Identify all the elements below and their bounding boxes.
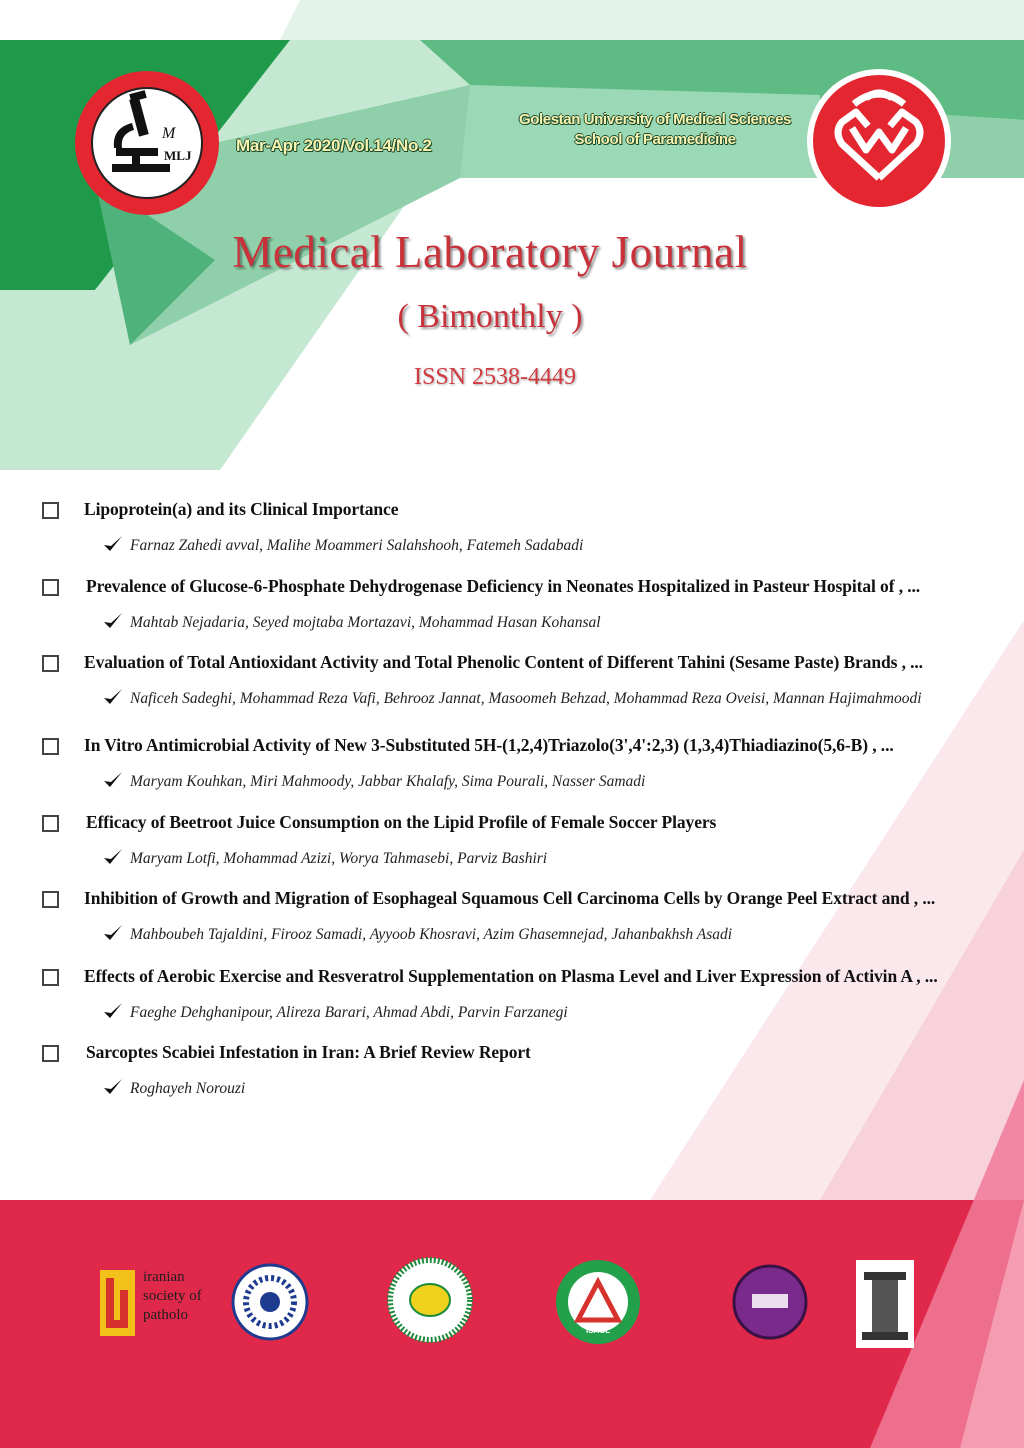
article-authors: Mahtab Nejadaria, Seyed mojtaba Mortazavi, Mohammad Hasan Kohansal [130,614,601,631]
pathology-society-logo-icon [100,1270,135,1336]
article-title[interactable]: In Vitro Antimicrobial Activity of New 3-Substituted 5H-(1,2,4)Triazolo(3',4':2,3) (1,3,4)Thiadiazino(5,6-B) , ... [84,735,894,755]
article-title[interactable]: Sarcoptes Scabiei Infestation in Iran: A Brief Review Report [86,1042,531,1062]
checkmark-icon [102,770,124,790]
svg-text:M: M [162,125,176,142]
issue-info: Mar-Apr 2020/Vol.14/No.2 [236,136,432,155]
article-authors: Farnaz Zahedi avval, Malihe Moammeri Salahshooh, Fatemeh Sadabadi [130,537,584,554]
article-title[interactable]: Efficacy of Beetroot Juice Consumption on the Lipid Profile of Female Soccer Players [86,812,717,832]
green-society-logo-icon [388,1258,472,1342]
checkbox-icon [42,969,59,986]
article-authors: Naficeh Sadeghi, Mohammad Reza Vafi, Behrooz Jannat, Masoomeh Behzad, Mohammad Reza Oveisi, Mannan Hajimahmoodi [130,690,922,707]
blue-society-logo-icon [233,1265,307,1339]
school-name: School of Paramedicine [574,131,736,148]
svg-text:ISACL: ISACL [586,1326,610,1335]
article-title[interactable]: Inhibition of Growth and Migration of Esophageal Squamous Cell Carcinoma Cells by Orange Peel Extract and , ... [84,888,936,908]
checkbox-icon [42,1045,59,1062]
journal-frequency: ( Bimonthly ) [397,298,583,335]
article-authors: Maryam Kouhkan, Miri Mahmoody, Jabbar Khalafy, Sima Pourali, Nasser Samadi [130,773,646,790]
checkmark-icon [102,611,124,631]
checkmark-icon [102,534,124,554]
journal-issn: ISSN 2538-4449 [413,364,576,390]
article-authors: Roghayeh Norouzi [130,1080,246,1097]
journal-title: Medical Laboratory Journal [232,227,748,277]
article-title[interactable]: Lipoprotein(a) and its Clinical Importance [84,499,399,519]
article-authors: Mahboubeh Tajaldini, Firooz Samadi, Ayyoob Khosravi, Azim Ghasemnejad, Jahanbakhsh Asadi [130,926,733,943]
checkbox-icon [42,891,59,908]
article-title[interactable]: Prevalence of Glucose-6-Phosphate Dehydrogenase Deficiency in Neonates Hospitalized in Pasteur Hospital of , ... [86,576,921,596]
article-authors: Faeghe Dehghanipour, Alireza Barari, Ahmad Abdi, Parvin Farzanegi [130,1004,568,1021]
checkbox-icon [42,655,59,672]
checkmark-icon [102,847,124,867]
isacl-logo-icon [556,1260,640,1344]
article-title[interactable]: Evaluation of Total Antioxidant Activity and Total Phenolic Content of Different Tahini (Sesame Paste) Brands , ... [84,652,923,672]
article-authors: Maryam Lotfi, Mohammad Azizi, Worya Tahmasebi, Parviz Bashiri [130,850,548,867]
column-logo-icon [856,1260,914,1348]
svg-text:MLJ: MLJ [164,148,192,163]
checkmark-icon [102,923,124,943]
university-name: Golestan University of Medical Sciences [518,111,791,128]
checkmark-icon [102,1001,124,1021]
checkbox-icon [42,815,59,832]
checkbox-icon [42,579,59,596]
article-title[interactable]: Effects of Aerobic Exercise and Resveratrol Supplementation on Plasma Level and Liver Expression of Activin A , ... [84,966,938,986]
purple-society-logo-icon [734,1266,806,1338]
checkbox-icon [42,738,59,755]
checkbox-icon [42,502,59,519]
pathology-society-name: iranian society of patholo [143,1269,202,1323]
checkmark-icon [102,1077,124,1097]
checkmark-icon [102,687,124,707]
